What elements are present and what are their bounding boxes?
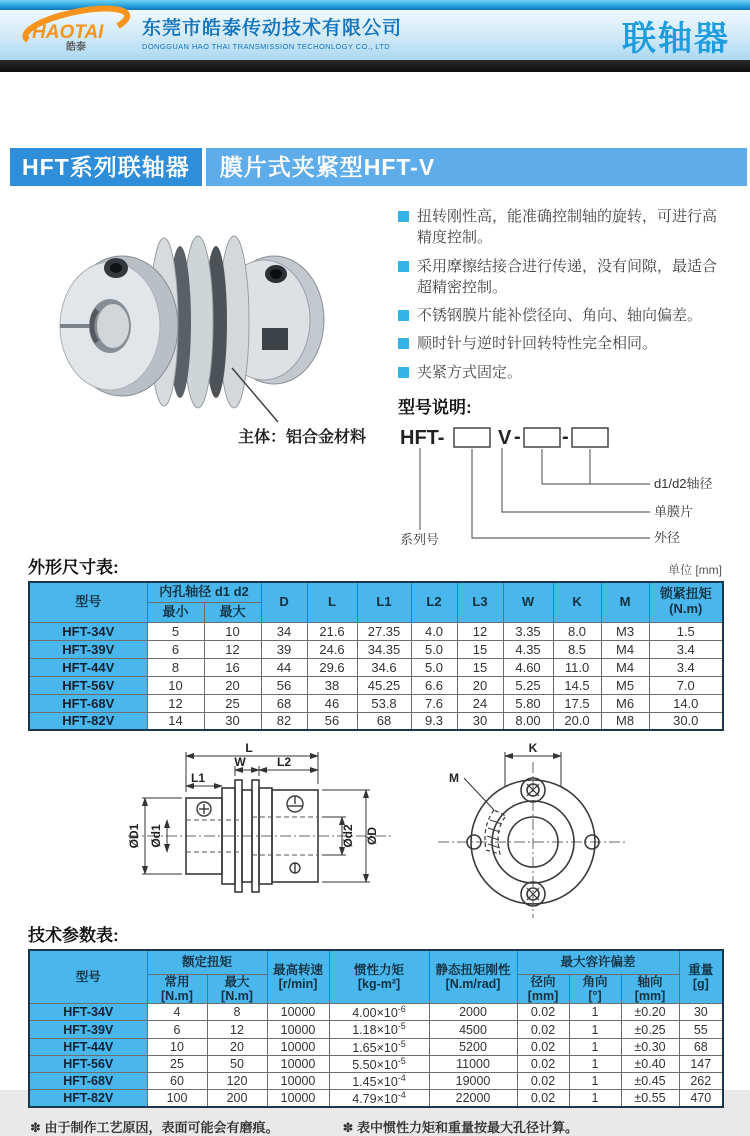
- cell: 60: [147, 1072, 207, 1089]
- inertia-label: 惯性力矩: [354, 962, 405, 977]
- logo-brand-text: HAOTAI: [32, 21, 104, 43]
- cell: 8.00: [503, 712, 553, 730]
- table-row: [29, 712, 723, 730]
- cell: 1: [569, 1090, 621, 1108]
- col-header-D: D: [261, 582, 307, 622]
- inertia-unit: [kg-m²]: [357, 977, 401, 992]
- dimension-table-title: 外形尺寸表:: [28, 558, 119, 578]
- cell: 12: [457, 622, 503, 640]
- company-logo: [14, 12, 134, 59]
- model-cell: HFT-56V: [29, 676, 147, 694]
- dim-label-d1: Ød1: [149, 824, 163, 848]
- angular-unit: [°]: [588, 988, 602, 1003]
- model-prefix: HFT-: [400, 427, 445, 450]
- intro-section: [0, 186, 750, 553]
- cell: 9.3: [411, 712, 457, 730]
- cell: 6: [147, 1021, 207, 1038]
- cell: 262: [679, 1072, 723, 1089]
- dimension-table-heading: [28, 553, 722, 578]
- cell: 1: [569, 1021, 621, 1038]
- col-header-torque: [649, 582, 723, 622]
- cell: 21.6: [307, 622, 357, 640]
- cell: ±0.25: [621, 1021, 679, 1038]
- inertia-mantissa: 5.50×10: [352, 1057, 398, 1072]
- cell: 4.35: [503, 640, 553, 658]
- cell: 27.35: [357, 622, 411, 640]
- inertia-cell: [329, 1021, 429, 1038]
- torque-unit: (N.m): [669, 601, 703, 617]
- inertia-cell: [329, 1038, 429, 1055]
- cell: ±0.30: [621, 1038, 679, 1055]
- cell: 30: [457, 712, 503, 730]
- model-cell: HFT-34V: [29, 622, 147, 640]
- col-header-rated-torque: 额定扭矩: [147, 950, 267, 974]
- cell: 17.5: [553, 694, 601, 712]
- cell: 30: [679, 1004, 723, 1021]
- features-list: [398, 206, 728, 383]
- cell: 1: [569, 1055, 621, 1072]
- page-header: [0, 0, 750, 72]
- cell: 147: [679, 1055, 723, 1072]
- torque-label: 锁紧扭矩: [659, 586, 712, 602]
- cell: 10: [204, 622, 261, 640]
- cell: 1: [569, 1004, 621, 1021]
- inertia-exponent: -4: [397, 1072, 406, 1083]
- model-label-outer: 外径: [654, 530, 681, 546]
- inertia-mantissa: 1.65×10: [352, 1040, 398, 1055]
- feature-text: 夹紧方式固定。: [417, 363, 523, 381]
- cell: 5.80: [503, 694, 553, 712]
- cell: 3.35: [503, 622, 553, 640]
- logo-brand-sub: 皓泰: [66, 41, 86, 53]
- cell: 46: [307, 694, 357, 712]
- col-header-L1: L1: [357, 582, 411, 622]
- inertia-mantissa: 1.45×10: [352, 1075, 398, 1090]
- radial-label: 径向: [530, 974, 556, 989]
- inertia-exponent: -6: [397, 1004, 406, 1015]
- cell: 25: [147, 1055, 207, 1072]
- cell: 11000: [429, 1055, 517, 1072]
- front-view-drawing: [430, 740, 636, 920]
- feature-item: [398, 362, 728, 383]
- weight-unit: [g]: [692, 977, 709, 992]
- table-row: [29, 658, 723, 676]
- table-row: [29, 1021, 723, 1038]
- cell: 38: [307, 676, 357, 694]
- col-header-radial: [517, 974, 569, 1004]
- inertia-cell: [329, 1055, 429, 1072]
- cell: 16: [204, 658, 261, 676]
- cell: 12: [207, 1021, 267, 1038]
- table-row: [29, 694, 723, 712]
- square-bullet-icon: [398, 338, 409, 349]
- model-dash2: -: [562, 426, 569, 449]
- cell: 14: [147, 712, 204, 730]
- dim-label-L2: L2: [276, 755, 292, 770]
- model-code-diagram: [398, 420, 728, 548]
- product-info: [398, 198, 728, 553]
- cell: 82: [261, 712, 307, 730]
- dim-label-L: L: [245, 741, 253, 756]
- footnote: ✽ 表中惯性力矩和重量按最大孔径计算。: [342, 1120, 579, 1136]
- cell: 0.02: [517, 1055, 569, 1072]
- cell: 5.0: [411, 658, 457, 676]
- inertia-cell: [329, 1090, 429, 1108]
- cell: 1: [569, 1072, 621, 1089]
- stiffness-label: 静态扭矩刚性: [435, 962, 511, 977]
- col-header-speed: [267, 950, 329, 1004]
- col-header-angular: [569, 974, 621, 1004]
- parameters-table-section: [0, 921, 750, 1108]
- model-mid: V: [498, 427, 512, 450]
- cell: 10: [147, 676, 204, 694]
- dim-label-K: K: [528, 741, 538, 756]
- model-cell: HFT-39V: [29, 1021, 147, 1038]
- cell: 68: [679, 1038, 723, 1055]
- parameters-table-title: 技术参数表:: [28, 926, 119, 946]
- speed-label: 最高转速: [273, 962, 324, 977]
- cell: 4500: [429, 1021, 517, 1038]
- col-header-L: L: [307, 582, 357, 622]
- footnotes: [0, 1117, 750, 1136]
- company-name-en: DONGGUAN HAO THAI TRANSMISSION TECHONLOGY CO., LTD: [142, 41, 391, 51]
- table-row: [29, 640, 723, 658]
- cell: 2000: [429, 1004, 517, 1021]
- table-row: [29, 1090, 723, 1108]
- cell: M6: [601, 694, 649, 712]
- col-header-L3: L3: [457, 582, 503, 622]
- cell: 19000: [429, 1072, 517, 1089]
- stiffness-unit: [N.m/rad]: [445, 977, 501, 992]
- col-header-weight: [679, 950, 723, 1004]
- model-cell: HFT-56V: [29, 1055, 147, 1072]
- axial-unit: [mm]: [634, 988, 666, 1003]
- inertia-exponent: -4: [397, 1090, 406, 1101]
- parameters-table: [28, 949, 724, 1108]
- inertia-cell: [329, 1004, 429, 1021]
- cell: 5: [147, 622, 204, 640]
- col-header-W: W: [503, 582, 553, 622]
- cell: 8: [207, 1004, 267, 1021]
- col-header-bore: 内孔轴径 d1 d2: [147, 582, 261, 602]
- weight-label: 重量: [688, 962, 714, 977]
- page-category: 联轴器: [622, 19, 730, 58]
- technical-drawings: [0, 739, 750, 921]
- col-header-normal: [147, 974, 207, 1004]
- model-cell: HFT-82V: [29, 1090, 147, 1108]
- cell: 34.35: [357, 640, 411, 658]
- company-name-cn: 东莞市皓泰传动技术有限公司: [142, 18, 403, 40]
- cell: 50: [207, 1055, 267, 1072]
- cell: 10000: [267, 1038, 329, 1055]
- dim-label-M: M: [449, 771, 459, 786]
- dim-label-D1: ØD1: [127, 823, 141, 849]
- square-bullet-icon: [398, 261, 409, 272]
- cell: 15: [457, 658, 503, 676]
- cell: 24: [457, 694, 503, 712]
- angular-label: 角向: [582, 974, 608, 989]
- cell: 10000: [267, 1072, 329, 1089]
- axial-label: 轴向: [637, 974, 663, 989]
- cell: ±0.55: [621, 1090, 679, 1108]
- model-cell: HFT-68V: [29, 1072, 147, 1089]
- cell: 0.02: [517, 1038, 569, 1055]
- inertia-exponent: -5: [397, 1038, 406, 1049]
- cell: 5.0: [411, 640, 457, 658]
- cell: 56: [307, 712, 357, 730]
- product-photo: [26, 198, 398, 484]
- product-title: 膜片式夹紧型HFT-V: [206, 148, 747, 186]
- col-header-axial: [621, 974, 679, 1004]
- dim-label-d2: Ød2: [341, 824, 355, 848]
- cell: ±0.45: [621, 1072, 679, 1089]
- cell: 8.0: [553, 622, 601, 640]
- title-bar: [10, 148, 747, 186]
- cell: 68: [357, 712, 411, 730]
- model-explanation-title: 型号说明:: [398, 398, 472, 418]
- cell: 34.6: [357, 658, 411, 676]
- model-label-series: 系列号: [400, 532, 440, 548]
- company-names: [142, 19, 622, 51]
- cell: 14.0: [649, 694, 723, 712]
- cell: 5200: [429, 1038, 517, 1055]
- table-row: [29, 1055, 723, 1072]
- normal-label: 常用: [164, 974, 190, 989]
- col-header-deviation: 最大容许偏差: [517, 950, 679, 974]
- photo-material-label: 主体：铝合金材料: [238, 429, 367, 446]
- cell: 8: [147, 658, 204, 676]
- col-header-max: [207, 974, 267, 1004]
- cell: 56: [261, 676, 307, 694]
- model-label-shaft: d1/d2轴径: [654, 476, 713, 492]
- feature-item: [398, 333, 728, 354]
- table-row: [29, 1004, 723, 1021]
- cell: 0.02: [517, 1004, 569, 1021]
- cell: 7.6: [411, 694, 457, 712]
- inertia-mantissa: 1.18×10: [352, 1023, 398, 1038]
- inertia-exponent: -5: [397, 1055, 406, 1066]
- cell: 4: [147, 1004, 207, 1021]
- feature-text: 不锈钢膜片能补偿径向、角向、轴向偏差。: [417, 307, 703, 325]
- col-header-M: M: [601, 582, 649, 622]
- cell: 3.4: [649, 658, 723, 676]
- cell: 12: [204, 640, 261, 658]
- col-header-max: 最大: [204, 602, 261, 622]
- model-cell: HFT-44V: [29, 658, 147, 676]
- cell: M8: [601, 712, 649, 730]
- model-cell: HFT-44V: [29, 1038, 147, 1055]
- cell: M5: [601, 676, 649, 694]
- dim-label-L1: L1: [190, 771, 206, 786]
- model-cell: HFT-34V: [29, 1004, 147, 1021]
- cell: 20.0: [553, 712, 601, 730]
- dim-label-W: W: [234, 755, 246, 770]
- cell: 10000: [267, 1021, 329, 1038]
- col-header-L2: L2: [411, 582, 457, 622]
- cell: 4.60: [503, 658, 553, 676]
- cell: 55: [679, 1021, 723, 1038]
- model-dash1: -: [514, 426, 521, 449]
- square-bullet-icon: [398, 310, 409, 321]
- cell: 10: [147, 1038, 207, 1055]
- header-band: [0, 10, 750, 60]
- cell: 120: [207, 1072, 267, 1089]
- col-header-model: 型号: [29, 582, 147, 622]
- parameters-table-heading: [28, 921, 722, 946]
- cell: 100: [147, 1090, 207, 1108]
- cell: 20: [204, 676, 261, 694]
- model-explanation: [398, 393, 728, 553]
- feature-text: 顺时针与逆时针回转特性完全相同。: [417, 335, 658, 353]
- cell: M4: [601, 658, 649, 676]
- feature-item: [398, 256, 728, 299]
- cell: 15: [457, 640, 503, 658]
- cell: 20: [457, 676, 503, 694]
- cell: 0.02: [517, 1072, 569, 1089]
- cell: 0.02: [517, 1021, 569, 1038]
- cell: 200: [207, 1090, 267, 1108]
- cell: 39: [261, 640, 307, 658]
- cell: 20: [207, 1038, 267, 1055]
- cell: 14.5: [553, 676, 601, 694]
- cell: 10000: [267, 1055, 329, 1072]
- cell: 8.5: [553, 640, 601, 658]
- cell: 10000: [267, 1004, 329, 1021]
- cell: 68: [261, 694, 307, 712]
- footnote: ✽ 由于制作工艺原因，表面可能会有磨痕。: [30, 1120, 279, 1136]
- inertia-exponent: -5: [397, 1021, 406, 1032]
- model-cell: HFT-68V: [29, 694, 147, 712]
- max-unit: [N.m]: [221, 988, 253, 1003]
- cell: 5.25: [503, 676, 553, 694]
- cell: 12: [147, 694, 204, 712]
- cell: 3.4: [649, 640, 723, 658]
- dimension-table-unit: 单位 [mm]: [668, 563, 722, 578]
- model-cell: HFT-82V: [29, 712, 147, 730]
- dimension-table: [28, 581, 724, 731]
- cell: 30: [204, 712, 261, 730]
- dim-label-D: ØD: [365, 827, 379, 846]
- cell: 470: [679, 1090, 723, 1108]
- col-header-K: K: [553, 582, 601, 622]
- model-cell: HFT-39V: [29, 640, 147, 658]
- col-header-inertia: [329, 950, 429, 1004]
- radial-unit: [mm]: [527, 988, 559, 1003]
- table-row: [29, 622, 723, 640]
- col-header-min: 最小: [147, 602, 204, 622]
- col-header-stiffness: [429, 950, 517, 1004]
- cell: M4: [601, 640, 649, 658]
- square-bullet-icon: [398, 211, 409, 222]
- inertia-cell: [329, 1072, 429, 1089]
- cell: 7.0: [649, 676, 723, 694]
- cell: 30.0: [649, 712, 723, 730]
- cell: 53.8: [357, 694, 411, 712]
- square-bullet-icon: [398, 367, 409, 378]
- cell: 0.02: [517, 1090, 569, 1108]
- cell: ±0.40: [621, 1055, 679, 1072]
- table-row: [29, 676, 723, 694]
- header-black-strip: [0, 60, 750, 72]
- normal-unit: [N.m]: [161, 988, 193, 1003]
- table-row: [29, 1038, 723, 1055]
- feature-item: [398, 305, 728, 326]
- table-row: [29, 1072, 723, 1089]
- cell: 11.0: [553, 658, 601, 676]
- cell: 25: [204, 694, 261, 712]
- inertia-mantissa: 4.00×10: [352, 1006, 398, 1021]
- feature-item: [398, 206, 728, 249]
- cell: M3: [601, 622, 649, 640]
- cell: 24.6: [307, 640, 357, 658]
- side-view-drawing: [114, 740, 404, 920]
- dimension-table-section: [0, 553, 750, 731]
- cell: 6.6: [411, 676, 457, 694]
- model-label-single: 单膜片: [654, 504, 694, 520]
- series-title: HFT系列联轴器: [10, 148, 202, 186]
- speed-unit: [r/min]: [278, 977, 318, 992]
- cell: 1: [569, 1038, 621, 1055]
- cell: 4.0: [411, 622, 457, 640]
- cell: 44: [261, 658, 307, 676]
- cell: 45.25: [357, 676, 411, 694]
- feature-text: 扭转刚性高，能准确控制轴的旋转，可进行高精度控制。: [417, 208, 718, 247]
- cell: 10000: [267, 1090, 329, 1108]
- col-header-model: 型号: [29, 950, 147, 1004]
- cell: ±0.20: [621, 1004, 679, 1021]
- max-label: 最大: [224, 974, 250, 989]
- inertia-mantissa: 4.79×10: [352, 1092, 398, 1107]
- cell: 6: [147, 640, 204, 658]
- cell: 29.6: [307, 658, 357, 676]
- feature-text: 采用摩擦结接合进行传递，没有间隙，最适合超精密控制。: [417, 257, 718, 296]
- cell: 34: [261, 622, 307, 640]
- cell: 22000: [429, 1090, 517, 1108]
- cell: 1.5: [649, 622, 723, 640]
